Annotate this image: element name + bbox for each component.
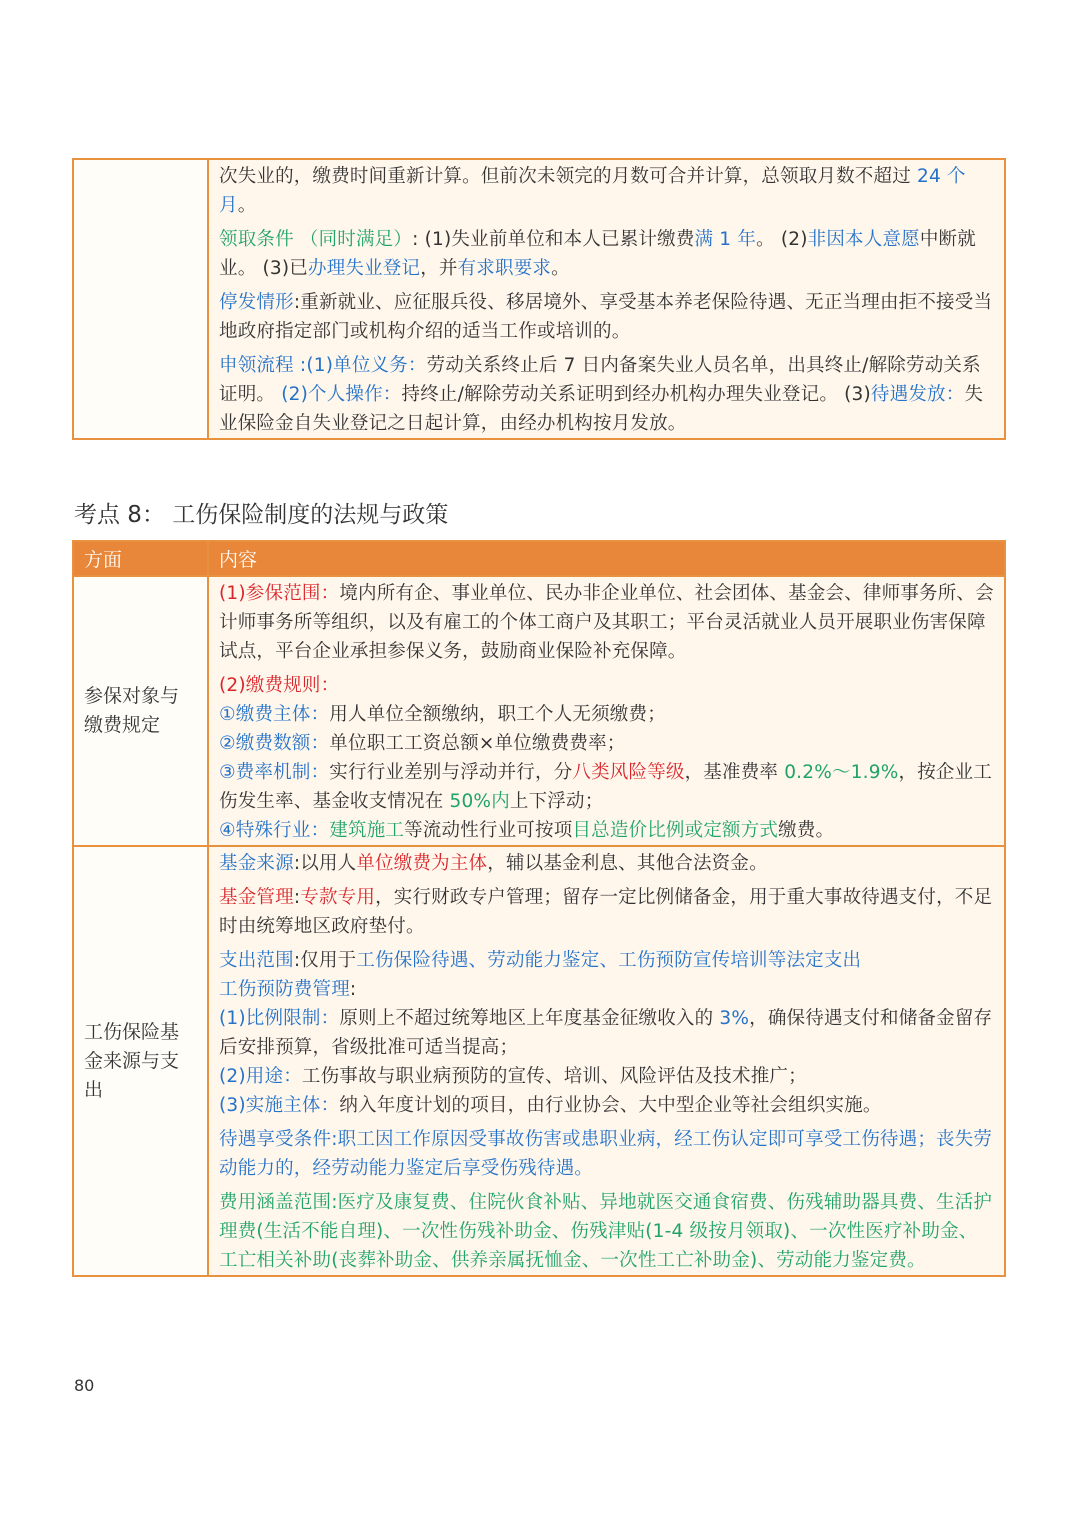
text-run: : <box>293 887 301 908</box>
text-run: 目总造价比例或定额方式 <box>572 820 779 841</box>
text-run: 原则上不超过统筹地区上年度基金征缴收入的 <box>339 1008 720 1029</box>
text-run: ①缴费主体： <box>219 704 330 725</box>
text-run: 待遇享受条件:职工因工作原因受事故伤害或患职业病，经工伤认定即可享受工伤待遇；丧失劳动能力的，经劳动能力鉴定后享受伤残待遇。 <box>219 1129 993 1179</box>
page-number: 80 <box>74 1376 95 1395</box>
text-run: 境内所有企、事业单位、民办非企业单位、社会团体、基金会、律师事务所、会计师事务所等组织，以及有雇工的个体工商户及其职工；平台灵活就业人员开展职业伤害保障试点，平台企业承担参保义务，鼓励商业保险补充保障。 <box>219 583 994 662</box>
text-run: ，实行财政专户管理；留存一定比例储备金，用于重大事故待遇支付，不足时由统筹地区政府垫付。 <box>219 887 993 937</box>
paragraph <box>219 225 994 283</box>
text-run: 申领流程 :(1)单位义务： <box>219 355 427 376</box>
text-run: 。 <box>237 195 257 216</box>
text-run: :重新就业、应征服兵役、移居境外、享受基本养老保险待遇、无正当理由拒不接受当地政府指定部门或机构介绍的适当工作或培训的。 <box>219 292 993 342</box>
content-cell <box>208 576 1005 846</box>
text-run: 非因本人意愿 <box>807 229 920 250</box>
text-run: 用人单位全额缴纳，职工个人无须缴费； <box>329 704 666 725</box>
text-run: 基金管理 <box>219 887 294 908</box>
paragraph <box>219 1125 994 1183</box>
section-title: 考点 8： 工伤保险制度的法规与政策 <box>74 502 449 528</box>
text-run: ，基准费率 <box>684 762 785 783</box>
paragraph <box>219 946 994 975</box>
content-cell <box>208 159 1005 439</box>
aspect-cell: 工伤保险基金来源与支出 <box>73 846 208 1276</box>
paragraph <box>219 849 994 878</box>
text-run: 八类风险等级 <box>572 762 685 783</box>
text-run: 。 (2) <box>756 229 808 250</box>
text-run: 领取条件 （同时满足） <box>219 229 413 250</box>
paragraph <box>219 816 994 845</box>
text-run: (2)个人操作： <box>281 384 402 405</box>
paragraph <box>219 162 994 220</box>
text-run: 持终止/解除劳动关系证明到经办机构办理失业登记。 (3) <box>401 384 871 405</box>
text-run: 上下浮动； <box>509 791 604 812</box>
text-run: ③费率机制： <box>219 762 330 783</box>
content-cell <box>208 846 1005 1276</box>
header-aspect: 方面 <box>73 541 208 576</box>
paragraph <box>219 700 994 729</box>
text-run: 等流动性行业可按项 <box>404 820 573 841</box>
text-run: 中断就业。 (3)已 <box>219 229 976 279</box>
paragraph <box>219 883 994 941</box>
text-run: 缴费。 <box>778 820 835 841</box>
text-run: 0.2%～1.9% <box>784 762 899 783</box>
header-content: 内容 <box>208 541 1005 576</box>
text-run: 有求职要求 <box>457 258 552 279</box>
text-run: 支出范围 <box>219 950 294 971</box>
text-run: 工伤保险待遇、劳动能力鉴定、工伤预防宣传培训等法定支出 <box>356 950 862 971</box>
text-run: 停发情形 <box>219 292 294 313</box>
text-run: (3)实施主体： <box>219 1095 340 1116</box>
paragraph <box>219 1188 994 1275</box>
text-run: ，确保待遇支付和储备金留存后安排预算，省级批准可适当提高； <box>219 1008 993 1058</box>
text-run: :仅用于 <box>293 950 357 971</box>
text-run: 。 <box>551 258 570 279</box>
text-run: 失业保险金自失业登记之日起计算，由经办机构按月发放。 <box>219 384 984 434</box>
text-run: 满 1 年 <box>694 229 757 250</box>
paragraph <box>219 671 994 700</box>
text-run: ，并 <box>420 258 458 279</box>
text-run: 纳入年度计划的项目，由行业协会、大中型企业等社会组织实施。 <box>339 1095 882 1116</box>
text-run: ，按企业工伤发生率、基金收支情况在 <box>219 762 993 812</box>
text-run: 50%内 <box>449 791 510 812</box>
text-run: 费用涵盖范围:医疗及康复费、住院伙食补贴、异地就医交通食宿费、伤残辅助器具费、生活护理费(生活不能自理)、一次性伤残补助金、伤残津贴(1-4 级按月领取)、一次性医疗补助金、工亡相关补助(丧葬补助金、供养亲属抚恤金、一次性工亡补助金)、劳动能力鉴定费。 <box>219 1192 993 1271</box>
paragraph <box>219 975 994 1004</box>
text-run: 3% <box>719 1008 750 1029</box>
text-run: (2)用途： <box>219 1066 302 1087</box>
paragraph <box>219 579 994 666</box>
paragraph <box>219 351 994 438</box>
text-run: 基金来源 <box>219 853 294 874</box>
table-row <box>73 846 1005 1276</box>
text-run: 单位职工工资总额×单位缴费费率； <box>329 733 626 754</box>
text-run: (1)比例限制： <box>219 1008 340 1029</box>
text-run: 单位缴费为主体 <box>356 853 488 874</box>
table-header-row <box>73 541 1005 576</box>
text-run: 24 个月 <box>219 166 966 216</box>
paragraph <box>219 288 994 346</box>
injury-insurance-table <box>72 540 1006 1277</box>
text-run: ②缴费数额： <box>219 733 330 754</box>
continuation-table <box>72 158 1006 440</box>
text-run: 待遇发放： <box>870 384 965 405</box>
table-row <box>73 576 1005 846</box>
text-run: (1)参保范围： <box>219 583 340 604</box>
aspect-cell <box>73 159 208 439</box>
text-run: 工伤事故与职业病预防的宣传、培训、风险评估及技术推广； <box>301 1066 807 1087</box>
text-run: : (1)失业前单位和本人已累计缴费 <box>412 229 695 250</box>
paragraph <box>219 1062 994 1091</box>
text-run: : <box>349 979 357 1000</box>
text-run: 办理失业登记 <box>308 258 421 279</box>
paragraph <box>219 758 994 816</box>
text-run: 专款专用 <box>300 887 376 908</box>
paragraph <box>219 729 994 758</box>
paragraph <box>219 1091 994 1120</box>
text-run: (2)缴费规则： <box>219 675 340 696</box>
text-run: ④特殊行业： <box>219 820 330 841</box>
text-run: ，辅以基金利息、其他合法资金。 <box>487 853 768 874</box>
text-run: 工伤预防费管理 <box>219 979 350 1000</box>
text-run: 劳动关系终止后 7 日内备案失业人员名单，出具终止/解除劳动关系证明。 <box>219 355 981 405</box>
paragraph <box>219 1004 994 1062</box>
text-run: 建筑施工 <box>329 820 405 841</box>
text-run: 实行行业差别与浮动并行，分 <box>329 762 573 783</box>
text-run: 次失业的，缴费时间重新计算。但前次未领完的月数可合并计算，总领取月数不超过 <box>219 166 911 187</box>
text-run: :以用人 <box>293 853 357 874</box>
aspect-cell: 参保对象与缴费规定 <box>73 576 208 846</box>
